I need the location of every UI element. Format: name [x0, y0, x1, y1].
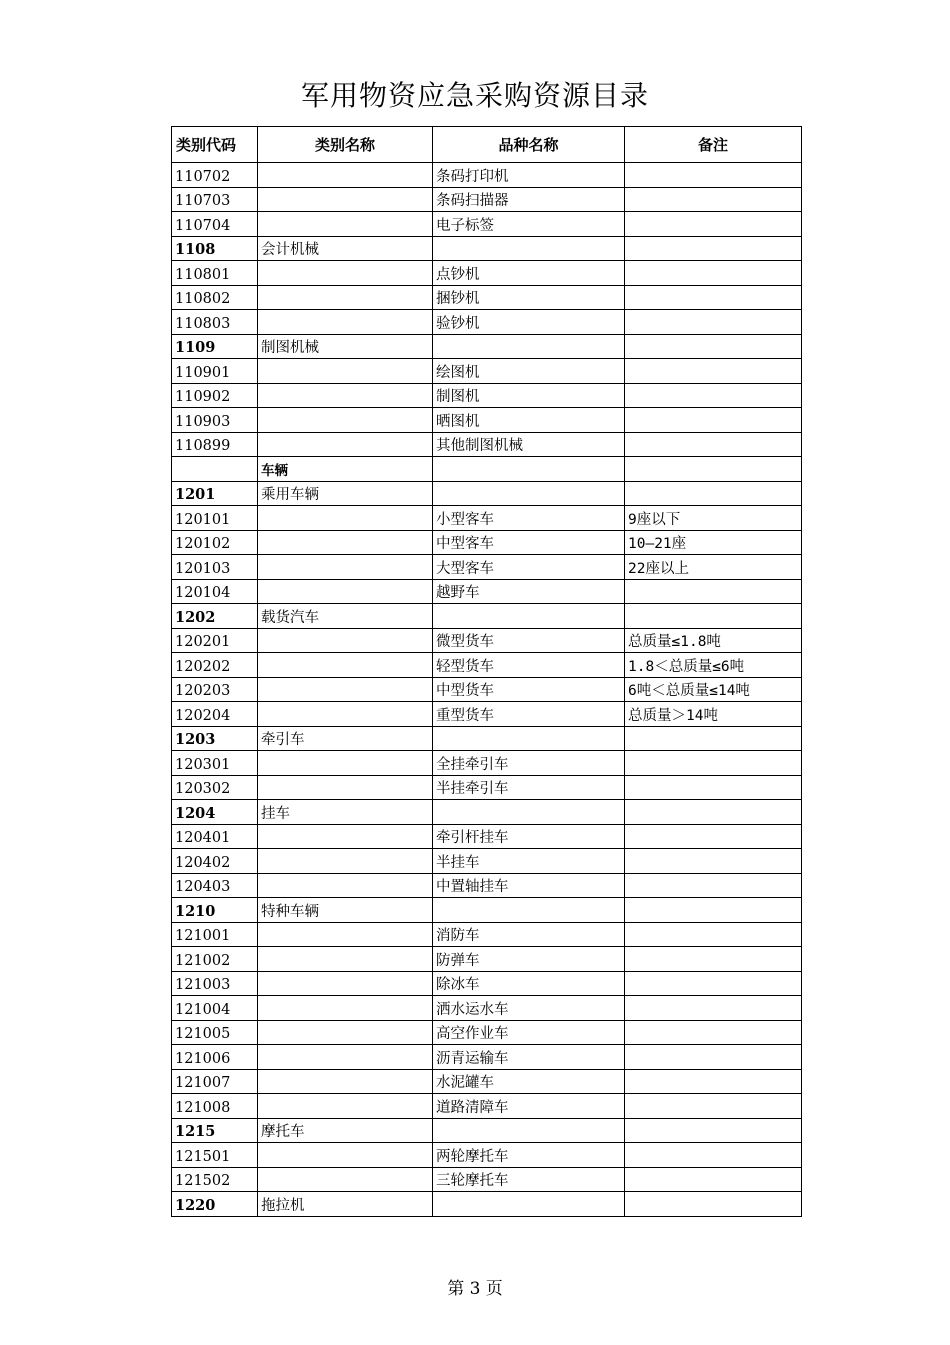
category-code-cell: 1210	[172, 898, 258, 923]
category-code-cell: 1108	[172, 236, 258, 261]
category-code-cell: 120401	[172, 824, 258, 849]
table-row	[172, 383, 802, 408]
item-name-cell: 防弹车	[433, 947, 625, 972]
category-code-cell: 120101	[172, 506, 258, 531]
note-cell: 22座以上	[625, 555, 802, 580]
item-name-cell: 除冰车	[433, 971, 625, 996]
table-row	[172, 898, 802, 923]
item-name-cell	[433, 1192, 625, 1217]
category-code-cell: 120203	[172, 677, 258, 702]
category-code-cell: 121003	[172, 971, 258, 996]
item-name-cell: 制图机	[433, 383, 625, 408]
note-cell	[625, 1167, 802, 1192]
note-cell	[625, 726, 802, 751]
category-name-cell	[258, 1069, 433, 1094]
note-cell	[625, 971, 802, 996]
item-name-cell: 牵引杆挂车	[433, 824, 625, 849]
note-cell	[625, 922, 802, 947]
category-code-cell: 121001	[172, 922, 258, 947]
category-code-cell: 121007	[172, 1069, 258, 1094]
table-row	[172, 408, 802, 433]
table-row	[172, 212, 802, 237]
table-row	[172, 824, 802, 849]
table-row	[172, 775, 802, 800]
category-code-cell: 121002	[172, 947, 258, 972]
item-name-cell: 条码打印机	[433, 163, 625, 188]
note-cell	[625, 898, 802, 923]
note-cell: 9座以下	[625, 506, 802, 531]
category-name-cell	[258, 971, 433, 996]
item-name-cell: 点钞机	[433, 261, 625, 286]
category-code-cell: 110903	[172, 408, 258, 433]
category-code-cell: 120302	[172, 775, 258, 800]
note-cell	[625, 359, 802, 384]
note-cell: 6吨＜总质量≤14吨	[625, 677, 802, 702]
category-name-cell	[258, 873, 433, 898]
note-cell: 总质量＞14吨	[625, 702, 802, 727]
category-code-cell: 120204	[172, 702, 258, 727]
item-name-cell	[433, 604, 625, 629]
note-cell	[625, 1118, 802, 1143]
note-cell	[625, 775, 802, 800]
item-name-cell	[433, 457, 625, 482]
category-name-cell	[258, 947, 433, 972]
item-name-cell: 三轮摩托车	[433, 1167, 625, 1192]
note-cell	[625, 408, 802, 433]
category-name-cell: 摩托车	[258, 1118, 433, 1143]
category-name-cell: 载货汽车	[258, 604, 433, 629]
note-cell	[625, 873, 802, 898]
category-name-cell	[258, 628, 433, 653]
note-cell	[625, 334, 802, 359]
category-code-cell: 121501	[172, 1143, 258, 1168]
category-name-cell	[258, 702, 433, 727]
item-name-cell: 条码扫描器	[433, 187, 625, 212]
item-name-cell: 沥青运输车	[433, 1045, 625, 1070]
category-name-cell	[258, 212, 433, 237]
category-name-cell	[258, 163, 433, 188]
category-name-cell	[258, 1094, 433, 1119]
table-row	[172, 530, 802, 555]
table-row	[172, 579, 802, 604]
category-code-cell: 110901	[172, 359, 258, 384]
category-code-cell: 120102	[172, 530, 258, 555]
item-name-cell: 两轮摩托车	[433, 1143, 625, 1168]
item-name-cell: 大型客车	[433, 555, 625, 580]
category-code-cell: 1109	[172, 334, 258, 359]
item-name-cell: 半挂车	[433, 849, 625, 874]
note-cell	[625, 163, 802, 188]
note-cell	[625, 187, 802, 212]
table-row	[172, 726, 802, 751]
category-name-cell	[258, 359, 433, 384]
category-name-cell	[258, 775, 433, 800]
table-row	[172, 236, 802, 261]
category-code-cell: 120301	[172, 751, 258, 776]
category-name-cell	[258, 530, 433, 555]
category-name-cell: 制图机械	[258, 334, 433, 359]
table-row	[172, 1069, 802, 1094]
note-cell: 10—21座	[625, 530, 802, 555]
table-row	[172, 1020, 802, 1045]
item-name-cell: 微型货车	[433, 628, 625, 653]
table-row	[172, 1192, 802, 1217]
item-name-cell	[433, 236, 625, 261]
table-row	[172, 996, 802, 1021]
category-code-cell: 110803	[172, 310, 258, 335]
note-cell	[625, 1192, 802, 1217]
category-name-cell	[258, 922, 433, 947]
category-code-cell: 110802	[172, 285, 258, 310]
item-name-cell: 小型客车	[433, 506, 625, 531]
note-cell	[625, 1020, 802, 1045]
category-code-cell: 121502	[172, 1167, 258, 1192]
category-name-cell	[258, 432, 433, 457]
header-item-name: 品种名称	[433, 127, 625, 163]
table-row	[172, 1143, 802, 1168]
item-name-cell: 绘图机	[433, 359, 625, 384]
category-code-cell: 120403	[172, 873, 258, 898]
note-cell	[625, 579, 802, 604]
category-code-cell: 1204	[172, 800, 258, 825]
category-code-cell: 110704	[172, 212, 258, 237]
category-code-cell: 120103	[172, 555, 258, 580]
category-name-cell	[258, 824, 433, 849]
note-cell	[625, 751, 802, 776]
category-code-cell: 1202	[172, 604, 258, 629]
category-name-cell	[258, 285, 433, 310]
table-row	[172, 285, 802, 310]
category-code-cell: 120402	[172, 849, 258, 874]
item-name-cell: 全挂牵引车	[433, 751, 625, 776]
item-name-cell: 轻型货车	[433, 653, 625, 678]
table-row	[172, 947, 802, 972]
item-name-cell: 道路清障车	[433, 1094, 625, 1119]
note-cell	[625, 383, 802, 408]
category-code-cell: 121004	[172, 996, 258, 1021]
item-name-cell	[433, 334, 625, 359]
item-name-cell: 洒水运水车	[433, 996, 625, 1021]
category-name-cell: 特种车辆	[258, 898, 433, 923]
item-name-cell	[433, 1118, 625, 1143]
category-name-cell	[258, 677, 433, 702]
category-code-cell: 1220	[172, 1192, 258, 1217]
item-name-cell: 其他制图机械	[433, 432, 625, 457]
category-code-cell: 1201	[172, 481, 258, 506]
category-name-cell	[258, 1143, 433, 1168]
note-cell: 1.8＜总质量≤6吨	[625, 653, 802, 678]
category-code-cell: 120202	[172, 653, 258, 678]
table-body	[172, 163, 802, 1217]
note-cell	[625, 1143, 802, 1168]
header-category-name: 类别名称	[258, 127, 433, 163]
item-name-cell: 晒图机	[433, 408, 625, 433]
category-name-cell	[258, 996, 433, 1021]
category-name-cell	[258, 1167, 433, 1192]
note-cell	[625, 261, 802, 286]
category-name-cell	[258, 555, 433, 580]
category-name-cell	[258, 408, 433, 433]
note-cell	[625, 800, 802, 825]
table-row	[172, 800, 802, 825]
item-name-cell	[433, 481, 625, 506]
item-name-cell: 中型货车	[433, 677, 625, 702]
category-code-cell: 110899	[172, 432, 258, 457]
item-name-cell: 重型货车	[433, 702, 625, 727]
item-name-cell: 越野车	[433, 579, 625, 604]
note-cell	[625, 947, 802, 972]
item-name-cell	[433, 800, 625, 825]
table-row	[172, 1094, 802, 1119]
table-row	[172, 677, 802, 702]
category-name-cell	[258, 506, 433, 531]
category-name-cell: 乘用车辆	[258, 481, 433, 506]
category-name-cell	[258, 849, 433, 874]
item-name-cell: 消防车	[433, 922, 625, 947]
note-cell	[625, 1094, 802, 1119]
category-name-cell	[258, 261, 433, 286]
note-cell	[625, 481, 802, 506]
category-name-cell	[258, 310, 433, 335]
note-cell: 总质量≤1.8吨	[625, 628, 802, 653]
note-cell	[625, 824, 802, 849]
page-title: 军用物资应急采购资源目录	[300, 79, 649, 112]
item-name-cell: 高空作业车	[433, 1020, 625, 1045]
category-code-cell: 120104	[172, 579, 258, 604]
table-header-row	[172, 127, 802, 163]
category-code-cell: 121006	[172, 1045, 258, 1070]
table-row	[172, 555, 802, 580]
category-name-cell: 挂车	[258, 800, 433, 825]
category-name-cell: 牵引车	[258, 726, 433, 751]
table-row	[172, 922, 802, 947]
header-note: 备注	[625, 127, 802, 163]
table-row	[172, 457, 802, 482]
category-code-cell: 120201	[172, 628, 258, 653]
category-name-cell	[258, 579, 433, 604]
item-name-cell: 验钞机	[433, 310, 625, 335]
category-code-cell: 1203	[172, 726, 258, 751]
table-row	[172, 628, 802, 653]
category-name-cell: 会计机械	[258, 236, 433, 261]
table-row	[172, 481, 802, 506]
table-row	[172, 261, 802, 286]
item-name-cell: 水泥罐车	[433, 1069, 625, 1094]
table-row	[172, 310, 802, 335]
category-code-cell	[172, 457, 258, 482]
note-cell	[625, 1069, 802, 1094]
category-code-cell: 1215	[172, 1118, 258, 1143]
category-name-cell	[258, 383, 433, 408]
category-code-cell: 110703	[172, 187, 258, 212]
category-name-cell	[258, 1045, 433, 1070]
category-name-cell	[258, 751, 433, 776]
category-code-cell: 121005	[172, 1020, 258, 1045]
table-row	[172, 849, 802, 874]
category-code-cell: 110702	[172, 163, 258, 188]
note-cell	[625, 285, 802, 310]
note-cell	[625, 310, 802, 335]
note-cell	[625, 432, 802, 457]
item-name-cell: 捆钞机	[433, 285, 625, 310]
note-cell	[625, 236, 802, 261]
table-row	[172, 163, 802, 188]
table-row	[172, 702, 802, 727]
item-name-cell: 中型客车	[433, 530, 625, 555]
table-row	[172, 187, 802, 212]
note-cell	[625, 849, 802, 874]
table-row	[172, 359, 802, 384]
note-cell	[625, 604, 802, 629]
note-cell	[625, 1045, 802, 1070]
item-name-cell: 中置轴挂车	[433, 873, 625, 898]
table-row	[172, 1167, 802, 1192]
item-name-cell: 电子标签	[433, 212, 625, 237]
item-name-cell	[433, 898, 625, 923]
item-name-cell: 半挂牵引车	[433, 775, 625, 800]
table-row	[172, 751, 802, 776]
table-row	[172, 506, 802, 531]
note-cell	[625, 212, 802, 237]
table-row	[172, 1045, 802, 1070]
category-name-cell	[258, 1020, 433, 1045]
category-name-cell: 车辆	[258, 457, 433, 482]
table-row	[172, 1118, 802, 1143]
table-row	[172, 971, 802, 996]
category-code-cell: 110801	[172, 261, 258, 286]
category-name-cell: 拖拉机	[258, 1192, 433, 1217]
header-category-code: 类别代码	[172, 127, 258, 163]
note-cell	[625, 996, 802, 1021]
table-row	[172, 604, 802, 629]
table-row	[172, 432, 802, 457]
page-number: 第 3 页	[447, 1279, 503, 1299]
item-name-cell	[433, 726, 625, 751]
note-cell	[625, 457, 802, 482]
category-code-cell: 121008	[172, 1094, 258, 1119]
category-name-cell	[258, 653, 433, 678]
category-code-cell: 110902	[172, 383, 258, 408]
table-row	[172, 334, 802, 359]
catalog-table	[171, 126, 802, 1217]
category-name-cell	[258, 187, 433, 212]
table-row	[172, 653, 802, 678]
table-row	[172, 873, 802, 898]
